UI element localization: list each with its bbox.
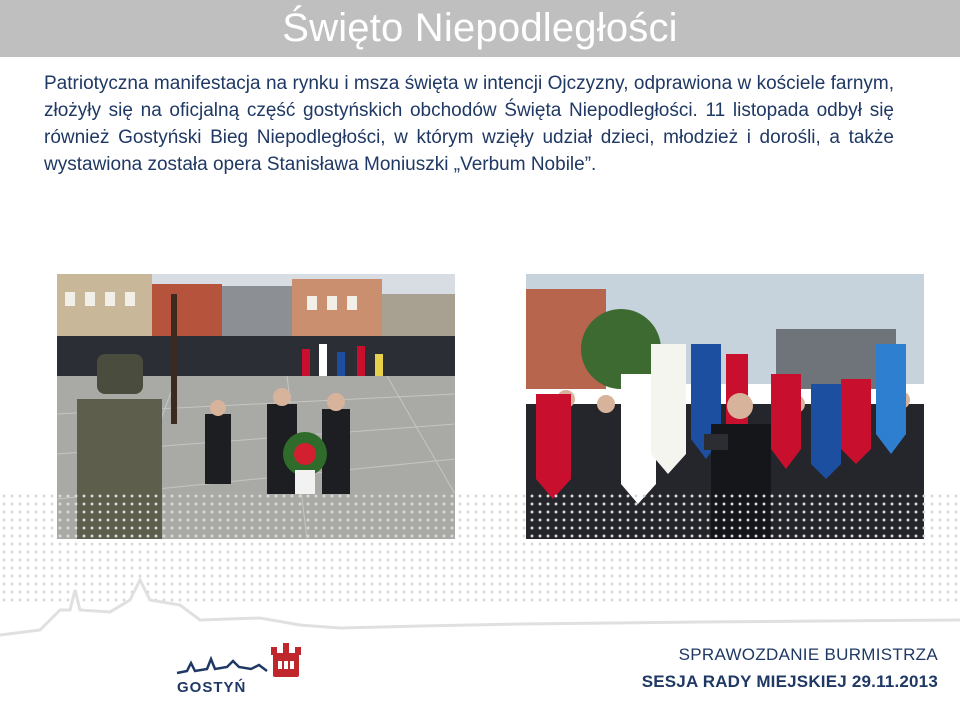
body-paragraph: Patriotyczna manifestacja na rynku i msza święta w intencji Ojczyzny, odprawiona w kościele farnym, złożyły się na oficjalną część gostyńskich obchodów Święta Niepodległości. 11 listopada odbył się również Gostyński Bieg Niepodległości, w którym wzięły udział dzieci, młodzież i dorośli, a także wystawiona została opera Stanisława Moniuszki „Verbum Nobile”. — [44, 73, 894, 175]
town-skyline-decoration — [0, 540, 960, 660]
title-bar — [0, 0, 960, 57]
session-date: SESJA RADY MIEJSKIEJ 29.11.2013 — [641, 672, 938, 691]
report-title: SPRAWOZDANIE BURMISTRZA — [678, 645, 938, 664]
logo-wordmark: GOSTYŃ — [177, 679, 247, 696]
slide-title: Święto Niepodległości — [282, 6, 678, 50]
